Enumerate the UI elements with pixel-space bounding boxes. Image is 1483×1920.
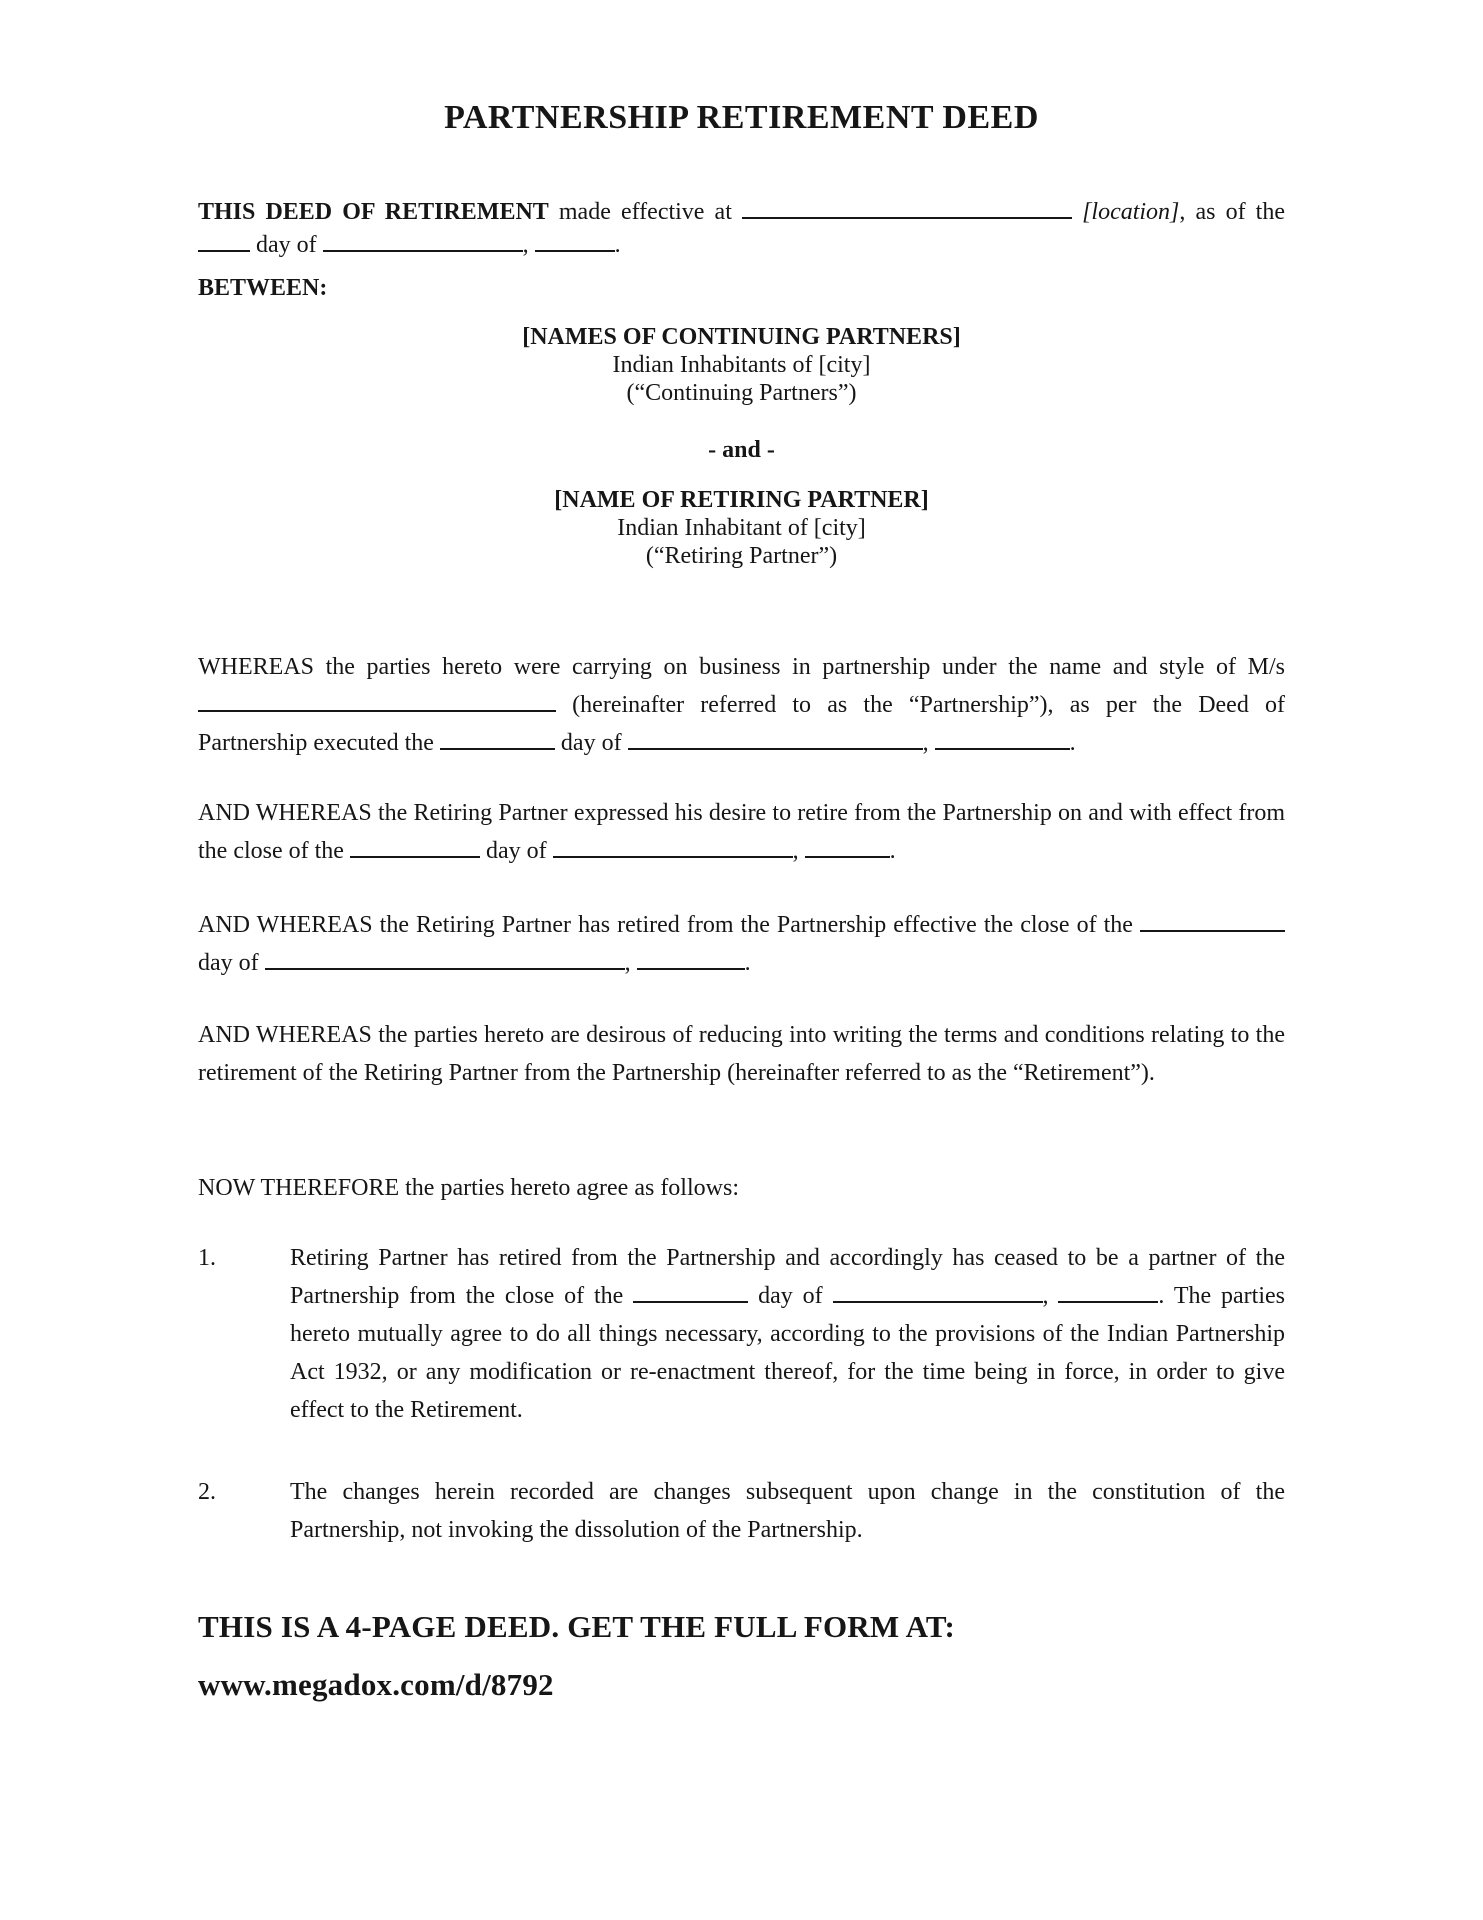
continuing-partners-name <box>198 323 1285 351</box>
fill-in-blank <box>628 726 923 750</box>
full-form-url: www.megadox.com/d/8792 <box>198 1667 554 1703</box>
text-run: Indian Inhabitant of [city] <box>617 515 866 542</box>
text-run: Indian Inhabitants of [city] <box>612 352 871 379</box>
text-run: , <box>624 950 637 977</box>
text-run <box>1072 199 1082 225</box>
text-run: . <box>1069 730 1076 757</box>
fill-in-blank <box>742 195 1072 219</box>
fill-in-blank <box>633 1279 748 1303</box>
fill-in-blank <box>833 1279 1043 1303</box>
recital-desire-to-retire <box>198 794 1285 870</box>
text-run: Retiring Partner has retired from the Partnership and accordingly has ceased to be a partner of the Partnership from the close of the <box>290 1245 1285 1310</box>
text-run: . <box>889 838 896 865</box>
text-run: made effective at <box>548 199 742 226</box>
clause-1-text <box>290 1245 1285 1423</box>
text-run: NOW THEREFORE the parties hereto agree as follows: <box>198 1175 739 1202</box>
text-run: day of <box>479 838 553 865</box>
opening-clause <box>198 195 1285 261</box>
text-run: [NAME OF RETIRING PARTNER] <box>554 487 929 514</box>
continuing-partners-alias <box>198 379 1285 407</box>
text-run: , <box>1042 1283 1059 1310</box>
text-run: day of <box>554 730 628 757</box>
retiring-partner-name <box>198 486 1285 514</box>
agreement-lead-in <box>198 1169 1285 1207</box>
and-separator <box>198 436 1285 464</box>
fill-in-blank <box>553 834 793 858</box>
text-run: - and - <box>708 437 775 464</box>
text-run: , <box>522 232 535 259</box>
text-run: The changes herein recorded are changes subsequent upon change in the constitution of the Partnership, not invoking the dissolution of the Partnership. <box>290 1479 1285 1544</box>
text-run: (“Retiring Partner”) <box>645 543 838 570</box>
text-run: [NAMES OF CONTINUING PARTNERS] <box>522 324 961 351</box>
continuing-partners-block <box>198 323 1285 407</box>
between-label <box>198 273 1285 304</box>
recital-partnership-name <box>198 648 1285 762</box>
recital-has-retired <box>198 906 1285 982</box>
text-run: , <box>922 730 935 757</box>
text-run: [location] <box>1082 199 1180 226</box>
text-run: day of <box>198 950 265 977</box>
clause-2-text <box>290 1479 1285 1543</box>
clause-2 <box>198 1473 1285 1549</box>
fill-in-blank <box>637 946 745 970</box>
text-run: AND WHEREAS the Retiring Partner expressed his desire to retire from the Partnership on and with effect from the close of the <box>198 800 1285 865</box>
text-run: THIS DEED OF RETIREMENT <box>198 199 549 226</box>
clause-1-number: 1. <box>198 1245 216 1272</box>
text-run: , <box>792 838 805 865</box>
full-form-notice: THIS IS A 4-PAGE DEED. GET THE FULL FORM AT: <box>198 1609 955 1645</box>
text-run: BETWEEN: <box>198 275 328 302</box>
retiring-partner-alias <box>198 542 1285 570</box>
fill-in-blank <box>440 726 555 750</box>
text-run: WHEREAS the parties hereto were carrying on business in partnership under the name and style of M/s <box>198 654 1285 681</box>
text-run: (“Continuing Partners”) <box>626 380 857 407</box>
document-title: PARTNERSHIP RETIREMENT DEED <box>444 99 1039 136</box>
continuing-partners-residence <box>198 351 1285 379</box>
fill-in-blank <box>535 228 615 252</box>
fill-in-blank <box>805 834 890 858</box>
fill-in-blank <box>323 228 523 252</box>
text-run: . <box>744 950 751 977</box>
fill-in-blank <box>198 228 250 252</box>
fill-in-blank <box>935 726 1070 750</box>
recital-reducing-to-writing <box>198 1016 1285 1092</box>
text-run: AND WHEREAS the parties hereto are desirous of reducing into writing the terms and conditions relating to the retirement of the Retiring Partner from the Partnership (hereinafter referred to as the “Retirement”). <box>198 1022 1285 1087</box>
fill-in-blank <box>350 834 480 858</box>
text-run: . <box>614 232 621 259</box>
text-run: . The parties hereto mutually agree to do all things necessary, according to the provisions of the Indian Partnership Act 1932, or any modification or re-enactment thereof, for the time being in force, in order to give effect to the Retirement. <box>290 1283 1286 1424</box>
fill-in-blank <box>1058 1279 1158 1303</box>
text-run: (hereinafter referred to as the “Partnership”), as per the Deed of Partnership executed the <box>198 692 1285 757</box>
retiring-partner-residence <box>198 514 1285 542</box>
text-run: , as of the <box>1179 199 1285 226</box>
text-run: day of <box>748 1283 833 1310</box>
fill-in-blank <box>1140 908 1285 932</box>
fill-in-blank <box>198 688 556 712</box>
text-run: AND WHEREAS the Retiring Partner has retired from the Partnership effective the close of the <box>198 912 1140 939</box>
fill-in-blank <box>265 946 625 970</box>
text-run: day of <box>250 232 323 259</box>
retiring-partner-block <box>198 486 1285 570</box>
clause-2-number: 2. <box>198 1479 216 1506</box>
clause-1 <box>198 1239 1285 1429</box>
